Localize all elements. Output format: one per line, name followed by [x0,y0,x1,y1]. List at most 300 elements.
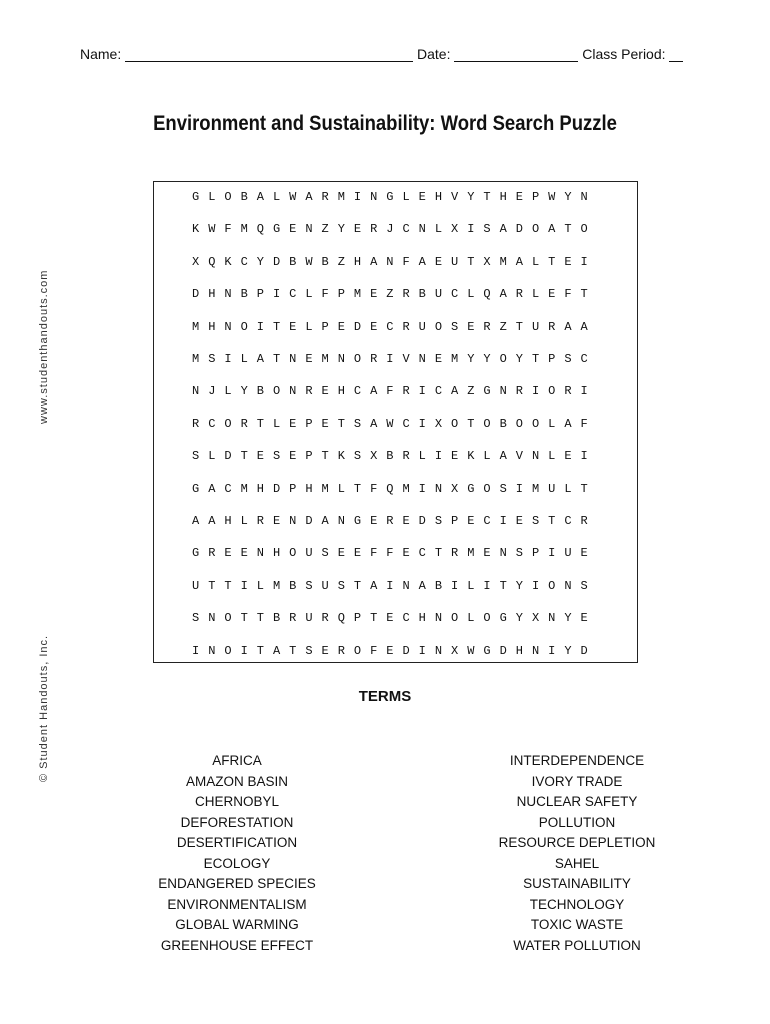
grid-letter[interactable]: H [305,481,313,496]
grid-letter[interactable]: T [224,578,232,593]
grid-letter[interactable]: T [548,254,556,269]
grid-letter[interactable]: E [370,514,378,528]
grid-letter[interactable]: X [451,481,459,496]
grid-letter[interactable]: O [353,643,362,658]
grid-letter[interactable]: F [370,481,378,496]
grid-letter[interactable]: Y [515,578,523,593]
grid-letter[interactable]: N [256,546,264,561]
grid-letter[interactable]: H [353,254,362,269]
grid-letter[interactable]: W [289,190,297,204]
grid-letter[interactable]: Q [483,287,491,302]
grid-letter[interactable]: F [402,254,410,269]
grid-letter[interactable]: R [192,416,200,431]
grid-letter[interactable]: L [256,578,264,593]
grid-letter[interactable]: U [531,319,540,334]
grid-letter[interactable]: N [289,384,297,399]
grid-letter[interactable]: C [289,287,297,302]
grid-letter[interactable]: T [467,416,475,431]
grid-letter[interactable]: D [272,481,281,496]
grid-letter[interactable]: I [515,481,523,496]
grid-letter[interactable]: L [305,287,313,302]
grid-letter[interactable]: J [386,222,394,237]
grid-letter[interactable]: P [289,481,297,496]
grid-letter[interactable]: E [434,352,443,366]
grid-letter[interactable]: M [353,287,362,302]
grid-letter[interactable]: N [305,222,313,237]
grid-letter[interactable]: N [208,611,216,626]
grid-letter[interactable]: H [418,611,426,626]
grid-letter[interactable]: D [272,254,281,269]
grid-letter[interactable]: N [370,190,378,204]
date-blank[interactable] [454,47,578,62]
grid-letter[interactable]: L [305,319,313,334]
grid-letter[interactable]: H [337,384,345,399]
grid-letter[interactable]: F [564,287,572,302]
grid-letter[interactable]: R [208,546,216,561]
grid-letter[interactable]: E [580,611,588,626]
grid-letter[interactable]: E [337,546,345,561]
grid-letter[interactable]: F [321,287,329,302]
grid-letter[interactable]: I [580,254,588,269]
grid-letter[interactable]: D [515,222,523,237]
grid-letter[interactable]: E [564,449,572,464]
grid-letter[interactable]: C [240,254,248,269]
grid-letter[interactable]: O [451,416,459,431]
grid-letter[interactable]: D [499,643,507,658]
grid-letter[interactable]: G [192,546,200,561]
grid-letter[interactable]: A [370,254,378,269]
grid-letter[interactable]: A [499,449,507,464]
grid-letter[interactable]: A [451,384,459,399]
grid-letter[interactable]: L [337,481,345,496]
grid-letter[interactable]: C [402,611,410,626]
grid-letter[interactable]: L [548,449,556,464]
grid-letter[interactable]: L [434,222,443,237]
grid-letter[interactable]: C [353,384,362,399]
grid-letter[interactable]: T [483,190,491,204]
grid-letter[interactable]: H [272,546,281,561]
grid-letter[interactable]: L [483,449,491,464]
grid-letter[interactable]: T [580,481,588,496]
grid-letter[interactable]: U [548,481,556,496]
grid-letter[interactable]: L [531,287,540,302]
grid-letter[interactable]: S [192,449,200,464]
grid-letter[interactable]: A [515,254,523,269]
grid-letter[interactable]: F [386,546,394,561]
grid-letter[interactable]: N [434,481,443,496]
grid-letter[interactable]: I [240,643,248,658]
grid-letter[interactable]: G [192,190,200,204]
grid-letter[interactable]: U [321,578,329,593]
grid-letter[interactable]: Y [515,611,523,626]
grid-letter[interactable]: P [451,514,459,528]
grid-letter[interactable]: H [224,514,232,528]
grid-letter[interactable]: J [208,384,216,399]
grid-letter[interactable]: A [580,319,588,334]
grid-letter[interactable]: O [224,643,232,658]
grid-letter[interactable]: B [256,384,264,399]
grid-letter[interactable]: W [305,254,313,269]
grid-letter[interactable]: B [289,254,297,269]
grid-letter[interactable]: D [418,514,426,528]
grid-letter[interactable]: C [208,416,216,431]
grid-letter[interactable]: U [564,546,572,561]
grid-letter[interactable]: E [515,190,523,204]
grid-letter[interactable]: N [224,319,232,334]
grid-letter[interactable]: M [192,319,200,334]
grid-letter[interactable]: T [564,222,572,237]
grid-letter[interactable]: S [272,449,281,464]
grid-letter[interactable]: U [418,319,426,334]
grid-letter[interactable]: G [272,222,281,237]
grid-letter[interactable]: E [305,352,313,366]
grid-letter[interactable]: R [370,222,378,237]
grid-letter[interactable]: R [256,514,264,528]
grid-letter[interactable]: D [580,643,588,658]
grid-letter[interactable]: H [434,190,443,204]
grid-letter[interactable]: I [418,481,426,496]
grid-letter[interactable]: G [499,611,507,626]
grid-letter[interactable]: G [192,481,200,496]
grid-letter[interactable]: S [305,643,313,658]
grid-letter[interactable]: R [321,190,329,204]
grid-letter[interactable]: M [337,190,345,204]
grid-letter[interactable]: L [208,449,216,464]
grid-letter[interactable]: O [272,384,281,399]
grid-letter[interactable]: N [564,578,572,593]
grid-letter[interactable]: I [418,643,426,658]
grid-letter[interactable]: P [305,449,313,464]
grid-letter[interactable]: R [305,384,313,399]
grid-letter[interactable]: X [451,643,459,658]
grid-letter[interactable]: E [321,643,329,658]
grid-letter[interactable]: F [386,384,394,399]
grid-letter[interactable]: N [192,384,200,399]
grid-letter[interactable]: F [370,546,378,561]
grid-letter[interactable]: O [548,384,556,399]
grid-letter[interactable]: O [224,416,232,431]
grid-letter[interactable]: C [483,514,491,528]
grid-letter[interactable]: Y [515,352,523,366]
grid-letter[interactable]: X [192,254,200,269]
grid-letter[interactable]: L [224,384,232,399]
grid-letter[interactable]: O [499,352,507,366]
grid-letter[interactable]: A [564,416,572,431]
grid-letter[interactable]: O [515,416,523,431]
grid-letter[interactable]: R [548,319,556,334]
grid-letter[interactable]: I [353,190,362,204]
grid-letter[interactable]: M [272,578,281,593]
grid-letter[interactable]: V [402,352,410,366]
grid-letter[interactable]: T [272,352,281,366]
grid-letter[interactable]: N [580,190,588,204]
grid-letter[interactable]: E [386,643,394,658]
grid-letter[interactable]: A [548,222,556,237]
grid-letter[interactable]: O [224,190,232,204]
grid-letter[interactable]: I [418,416,426,431]
grid-letter[interactable]: S [434,514,443,528]
grid-letter[interactable]: T [321,449,329,464]
grid-letter[interactable]: T [289,643,297,658]
grid-letter[interactable]: I [467,222,475,237]
grid-letter[interactable]: R [451,546,459,561]
grid-letter[interactable]: O [451,611,459,626]
grid-letter[interactable]: N [531,643,540,658]
grid-letter[interactable]: H [499,190,507,204]
grid-letter[interactable]: I [499,514,507,528]
grid-letter[interactable]: E [337,319,345,334]
grid-letter[interactable]: O [289,546,297,561]
grid-letter[interactable]: C [386,319,394,334]
grid-letter[interactable]: K [337,449,345,464]
grid-letter[interactable]: N [208,643,216,658]
grid-letter[interactable]: E [483,546,491,561]
grid-letter[interactable]: I [548,643,556,658]
grid-letter[interactable]: R [402,384,410,399]
grid-letter[interactable]: T [467,254,475,269]
grid-letter[interactable]: R [386,514,394,528]
grid-letter[interactable]: R [289,611,297,626]
grid-letter[interactable]: K [467,449,475,464]
grid-letter[interactable]: E [289,416,297,431]
grid-letter[interactable]: M [499,254,507,269]
grid-letter[interactable]: E [289,449,297,464]
grid-letter[interactable]: B [321,254,329,269]
grid-letter[interactable]: I [192,643,200,658]
grid-letter[interactable]: T [353,578,362,593]
grid-letter[interactable]: N [531,449,540,464]
grid-letter[interactable]: D [402,643,410,658]
grid-letter[interactable]: U [192,578,200,593]
grid-letter[interactable]: S [483,222,491,237]
grid-letter[interactable]: E [321,384,329,399]
grid-letter[interactable]: L [548,416,556,431]
grid-letter[interactable]: E [370,287,378,302]
grid-letter[interactable]: E [321,416,329,431]
grid-letter[interactable]: B [499,416,507,431]
grid-letter[interactable]: N [548,611,556,626]
grid-letter[interactable]: S [208,352,216,366]
grid-letter[interactable]: E [224,546,232,561]
grid-letter[interactable]: M [321,352,329,366]
grid-letter[interactable]: E [240,546,248,561]
grid-letter[interactable]: E [289,222,297,237]
grid-letter[interactable]: A [370,578,378,593]
grid-letter[interactable]: P [337,287,345,302]
grid-letter[interactable]: T [370,611,378,626]
grid-letter[interactable]: N [434,611,443,626]
grid-letter[interactable]: E [289,319,297,334]
grid-letter[interactable]: A [499,287,507,302]
grid-letter[interactable]: Y [483,352,491,366]
grid-letter[interactable]: E [548,287,556,302]
grid-letter[interactable]: S [580,578,588,593]
grid-letter[interactable]: D [353,319,362,334]
grid-letter[interactable]: Q [337,611,345,626]
grid-letter[interactable]: T [256,611,264,626]
grid-letter[interactable]: A [370,384,378,399]
grid-letter[interactable]: A [256,190,264,204]
grid-letter[interactable]: C [580,352,588,366]
grid-letter[interactable]: T [580,287,588,302]
grid-letter[interactable]: L [467,578,475,593]
grid-letter[interactable]: E [515,514,523,528]
grid-letter[interactable]: R [337,643,345,658]
grid-letter[interactable]: L [531,254,540,269]
grid-letter[interactable]: X [434,416,443,431]
grid-letter[interactable]: E [386,611,394,626]
grid-letter[interactable]: A [208,514,216,528]
grid-letter[interactable]: E [451,449,459,464]
grid-letter[interactable]: S [531,514,540,528]
grid-letter[interactable]: H [208,319,216,334]
grid-letter[interactable]: N [418,352,426,366]
grid-letter[interactable]: K [192,222,200,237]
grid-letter[interactable]: R [515,384,523,399]
grid-letter[interactable]: L [240,514,248,528]
grid-letter[interactable]: T [272,319,281,334]
grid-letter[interactable]: E [353,222,362,237]
grid-letter[interactable]: R [402,449,410,464]
grid-letter[interactable]: L [467,287,475,302]
grid-letter[interactable]: P [548,352,556,366]
grid-letter[interactable]: G [386,190,394,204]
grid-letter[interactable]: T [353,481,362,496]
grid-letter[interactable]: A [256,352,264,366]
grid-letter[interactable]: P [256,287,264,302]
grid-letter[interactable]: N [418,222,426,237]
grid-letter[interactable]: T [548,514,556,528]
grid-letter[interactable]: L [208,190,216,204]
grid-letter[interactable]: L [272,416,281,431]
grid-letter[interactable]: I [580,449,588,464]
grid-letter[interactable]: Z [321,222,329,237]
grid-letter[interactable]: L [240,352,248,366]
grid-letter[interactable]: C [402,222,410,237]
grid-letter[interactable]: T [256,416,264,431]
grid-letter[interactable]: T [531,352,540,366]
grid-letter[interactable]: Y [256,254,264,269]
grid-letter[interactable]: Z [386,287,394,302]
grid-letter[interactable]: I [531,578,540,593]
grid-letter[interactable]: M [240,222,248,237]
grid-letter[interactable]: I [386,578,394,593]
grid-letter[interactable]: N [499,384,507,399]
grid-letter[interactable]: X [531,611,540,626]
grid-letter[interactable]: I [548,546,556,561]
grid-letter[interactable]: F [224,222,232,237]
grid-letter[interactable]: P [531,546,540,561]
grid-letter[interactable]: O [224,611,232,626]
grid-letter[interactable]: N [499,546,507,561]
grid-letter[interactable]: L [272,190,281,204]
grid-letter[interactable]: I [531,384,540,399]
grid-letter[interactable]: V [451,190,459,204]
grid-letter[interactable]: O [531,416,540,431]
grid-letter[interactable]: E [434,254,443,269]
grid-letter[interactable]: Q [208,254,216,269]
grid-letter[interactable]: T [515,319,523,334]
grid-letter[interactable]: T [240,449,248,464]
grid-letter[interactable]: G [483,384,491,399]
grid-letter[interactable]: B [289,578,297,593]
grid-letter[interactable]: A [499,222,507,237]
grid-letter[interactable]: P [305,416,313,431]
grid-letter[interactable]: N [337,514,345,528]
grid-letter[interactable]: I [386,352,394,366]
grid-letter[interactable]: S [515,546,523,561]
grid-letter[interactable]: C [451,287,459,302]
grid-letter[interactable]: X [370,449,378,464]
grid-letter[interactable]: S [192,611,200,626]
grid-letter[interactable]: S [305,578,313,593]
grid-letter[interactable]: R [370,352,378,366]
grid-letter[interactable]: E [370,319,378,334]
grid-letter[interactable]: R [515,287,523,302]
grid-letter[interactable]: B [272,611,281,626]
grid-letter[interactable]: S [499,481,507,496]
grid-letter[interactable]: I [580,384,588,399]
grid-letter[interactable]: A [272,643,281,658]
grid-letter[interactable]: N [434,643,443,658]
grid-letter[interactable]: Y [467,190,475,204]
grid-letter[interactable]: O [353,352,362,366]
grid-letter[interactable]: S [337,578,345,593]
grid-letter[interactable]: N [289,352,297,366]
grid-letter[interactable]: E [353,546,362,561]
grid-letter[interactable]: Y [337,222,345,237]
grid-letter[interactable]: Q [256,222,264,237]
grid-letter[interactable]: E [580,546,588,561]
grid-letter[interactable]: G [467,481,475,496]
grid-letter[interactable]: A [370,416,378,431]
grid-letter[interactable]: O [548,578,556,593]
grid-letter[interactable]: O [531,222,540,237]
grid-letter[interactable]: R [483,319,491,334]
grid-letter[interactable]: Z [467,384,475,399]
grid-letter[interactable]: C [224,481,232,496]
grid-letter[interactable]: F [580,416,588,431]
grid-letter[interactable]: B [240,190,248,204]
grid-letter[interactable]: S [451,319,459,334]
grid-letter[interactable]: A [564,319,572,334]
grid-letter[interactable]: Y [240,384,248,399]
grid-letter[interactable]: N [337,352,345,366]
grid-letter[interactable]: B [418,287,426,302]
grid-letter[interactable]: M [451,352,459,366]
grid-letter[interactable]: E [272,514,281,528]
grid-letter[interactable]: Y [564,611,572,626]
grid-letter[interactable]: B [240,287,248,302]
grid-letter[interactable]: X [451,222,459,237]
grid-letter[interactable]: Y [564,190,572,204]
grid-letter[interactable]: R [564,384,572,399]
grid-letter[interactable]: A [418,578,426,593]
grid-letter[interactable]: U [305,546,313,561]
grid-letter[interactable]: U [305,611,313,626]
grid-letter[interactable]: M [240,481,248,496]
grid-letter[interactable]: N [386,254,394,269]
grid-letter[interactable]: A [418,254,426,269]
grid-letter[interactable]: A [192,514,200,528]
grid-letter[interactable]: G [353,514,362,528]
grid-letter[interactable]: Y [467,352,475,366]
grid-letter[interactable]: I [256,319,264,334]
grid-letter[interactable]: W [467,643,475,658]
grid-letter[interactable]: P [531,190,540,204]
grid-letter[interactable]: I [434,449,443,464]
grid-letter[interactable]: A [208,481,216,496]
